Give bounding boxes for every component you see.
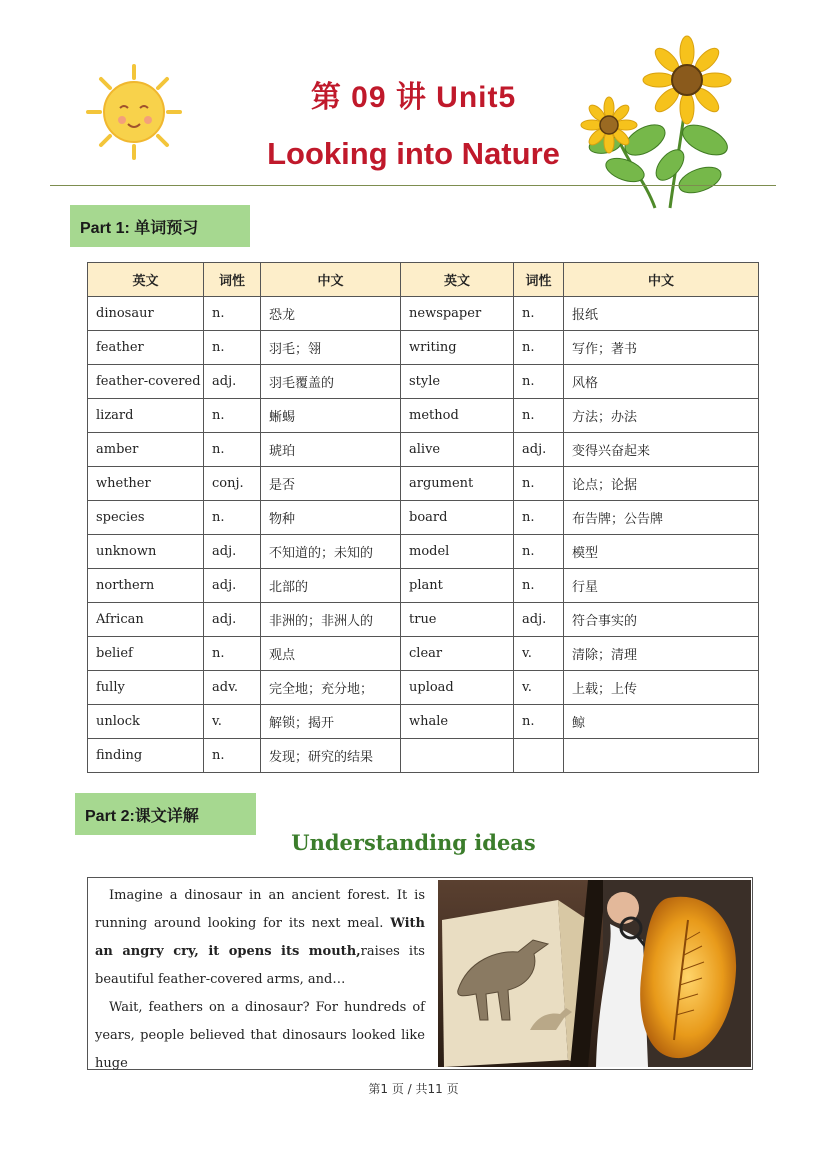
table-cell: 北部的 <box>261 569 401 603</box>
table-cell: true <box>401 603 514 637</box>
table-cell: 鲸 <box>564 705 759 739</box>
header-divider <box>50 185 776 186</box>
table-cell: n. <box>514 297 564 331</box>
table-cell: whale <box>401 705 514 739</box>
passage-paragraph-2: Wait, feathers on a dinosaur? For hundreds of years, people believed that dinosaurs looked like huge <box>95 1000 425 1071</box>
table-cell: 符合事实的 <box>564 603 759 637</box>
table-cell: lizard <box>88 399 204 433</box>
passage-text-run: Imagine a dinosaur in an ancient forest. It is running around looking for its next meal. <box>95 888 425 931</box>
table-cell: n. <box>204 637 261 671</box>
passage-bold-run: With an angry cry, it opens its mouth, <box>95 916 425 959</box>
table-cell: fully <box>88 671 204 705</box>
table-cell: 布告牌；公告牌 <box>564 501 759 535</box>
table-cell: n. <box>514 705 564 739</box>
table-row <box>88 637 759 671</box>
table-cell: northern <box>88 569 204 603</box>
table-cell: 报纸 <box>564 297 759 331</box>
lesson-title: 第 09 讲 Unit5 <box>310 81 517 114</box>
column-header: 词性 <box>514 263 564 297</box>
table-cell: v. <box>514 637 564 671</box>
table-cell: n. <box>514 399 564 433</box>
table-cell: dinosaur <box>88 297 204 331</box>
table-cell: 论点；论据 <box>564 467 759 501</box>
table-cell: style <box>401 365 514 399</box>
table-cell: 羽毛；翎 <box>261 331 401 365</box>
table-row <box>88 603 759 637</box>
table-cell: n. <box>514 535 564 569</box>
table-cell: adj. <box>204 365 261 399</box>
table-cell: species <box>88 501 204 535</box>
table-cell: feather <box>88 331 204 365</box>
unit-title: Looking into Nature <box>267 136 560 171</box>
table-cell: 发现；研究的结果 <box>261 739 401 773</box>
table-cell: plant <box>401 569 514 603</box>
column-header: 词性 <box>204 263 261 297</box>
table-row <box>88 399 759 433</box>
table-cell: clear <box>401 637 514 671</box>
table-cell: 是否 <box>261 467 401 501</box>
table-row <box>88 297 759 331</box>
table-cell: 模型 <box>564 535 759 569</box>
passage-text <box>95 882 425 1078</box>
section-subtitle: Understanding ideas <box>291 830 536 855</box>
part1-heading: Part 1: 单词预习 <box>70 205 250 247</box>
table-cell: n. <box>204 297 261 331</box>
table-cell: adv. <box>204 671 261 705</box>
table-cell: unlock <box>88 705 204 739</box>
table-cell: n. <box>514 467 564 501</box>
dinosaur-amber-photo <box>438 880 751 1067</box>
table-row <box>88 433 759 467</box>
table-cell: n. <box>514 365 564 399</box>
part2-heading: Part 2:课文详解 <box>75 793 256 835</box>
table-cell: amber <box>88 433 204 467</box>
table-cell: unknown <box>88 535 204 569</box>
column-header: 中文 <box>261 263 401 297</box>
table-cell: 观点 <box>261 637 401 671</box>
passage-paragraph-1 <box>95 882 425 994</box>
table-cell: 写作；著书 <box>564 331 759 365</box>
table-cell: 清除；清理 <box>564 637 759 671</box>
table-cell: 风格 <box>564 365 759 399</box>
table-cell <box>514 739 564 773</box>
table-cell: v. <box>514 671 564 705</box>
table-header-row <box>88 263 759 297</box>
table-row <box>88 467 759 501</box>
table-cell: n. <box>514 331 564 365</box>
table-cell: adj. <box>204 535 261 569</box>
table-cell: 方法；办法 <box>564 399 759 433</box>
table-cell: n. <box>204 739 261 773</box>
column-header: 英文 <box>88 263 204 297</box>
table-row <box>88 705 759 739</box>
page-footer: 第1 页 / 共11 页 <box>368 1082 459 1096</box>
table-cell: conj. <box>204 467 261 501</box>
table-cell: 解锁；揭开 <box>261 705 401 739</box>
table-cell: adj. <box>204 569 261 603</box>
table-cell: 羽毛覆盖的 <box>261 365 401 399</box>
table-cell: feather-covered <box>88 365 204 399</box>
table-cell: 非洲的；非洲人的 <box>261 603 401 637</box>
table-cell: alive <box>401 433 514 467</box>
vocabulary-table <box>87 262 759 773</box>
table-cell: model <box>401 535 514 569</box>
table-cell: African <box>88 603 204 637</box>
table-cell: method <box>401 399 514 433</box>
table-cell: 琥珀 <box>261 433 401 467</box>
table-cell: argument <box>401 467 514 501</box>
column-header: 中文 <box>564 263 759 297</box>
sunflower-illustration <box>575 30 750 210</box>
table-cell: 完全地；充分地； <box>261 671 401 705</box>
table-cell: 上载；上传 <box>564 671 759 705</box>
table-cell: writing <box>401 331 514 365</box>
table-cell: adj. <box>204 603 261 637</box>
table-row <box>88 739 759 773</box>
table-cell: upload <box>401 671 514 705</box>
table-cell: n. <box>204 399 261 433</box>
table-cell <box>564 739 759 773</box>
table-row <box>88 331 759 365</box>
table-cell: finding <box>88 739 204 773</box>
table-cell: v. <box>204 705 261 739</box>
table-cell <box>401 739 514 773</box>
table-cell: n. <box>514 501 564 535</box>
table-cell: adj. <box>514 433 564 467</box>
table-cell: newspaper <box>401 297 514 331</box>
table-cell: 物种 <box>261 501 401 535</box>
table-cell: n. <box>204 501 261 535</box>
column-header: 英文 <box>401 263 514 297</box>
table-row <box>88 569 759 603</box>
table-cell: whether <box>88 467 204 501</box>
table-cell: n. <box>204 433 261 467</box>
table-cell: n. <box>204 331 261 365</box>
passage-text-run: raises its beautiful feather-covered arms, and… <box>95 944 425 987</box>
table-row <box>88 501 759 535</box>
table-cell: 恐龙 <box>261 297 401 331</box>
table-row <box>88 365 759 399</box>
table-cell: 行星 <box>564 569 759 603</box>
table-cell: adj. <box>514 603 564 637</box>
table-cell: 蜥蜴 <box>261 399 401 433</box>
table-row <box>88 671 759 705</box>
table-row <box>88 535 759 569</box>
table-cell: 不知道的；未知的 <box>261 535 401 569</box>
table-cell: belief <box>88 637 204 671</box>
table-cell: n. <box>514 569 564 603</box>
table-cell: board <box>401 501 514 535</box>
table-cell: 变得兴奋起来 <box>564 433 759 467</box>
